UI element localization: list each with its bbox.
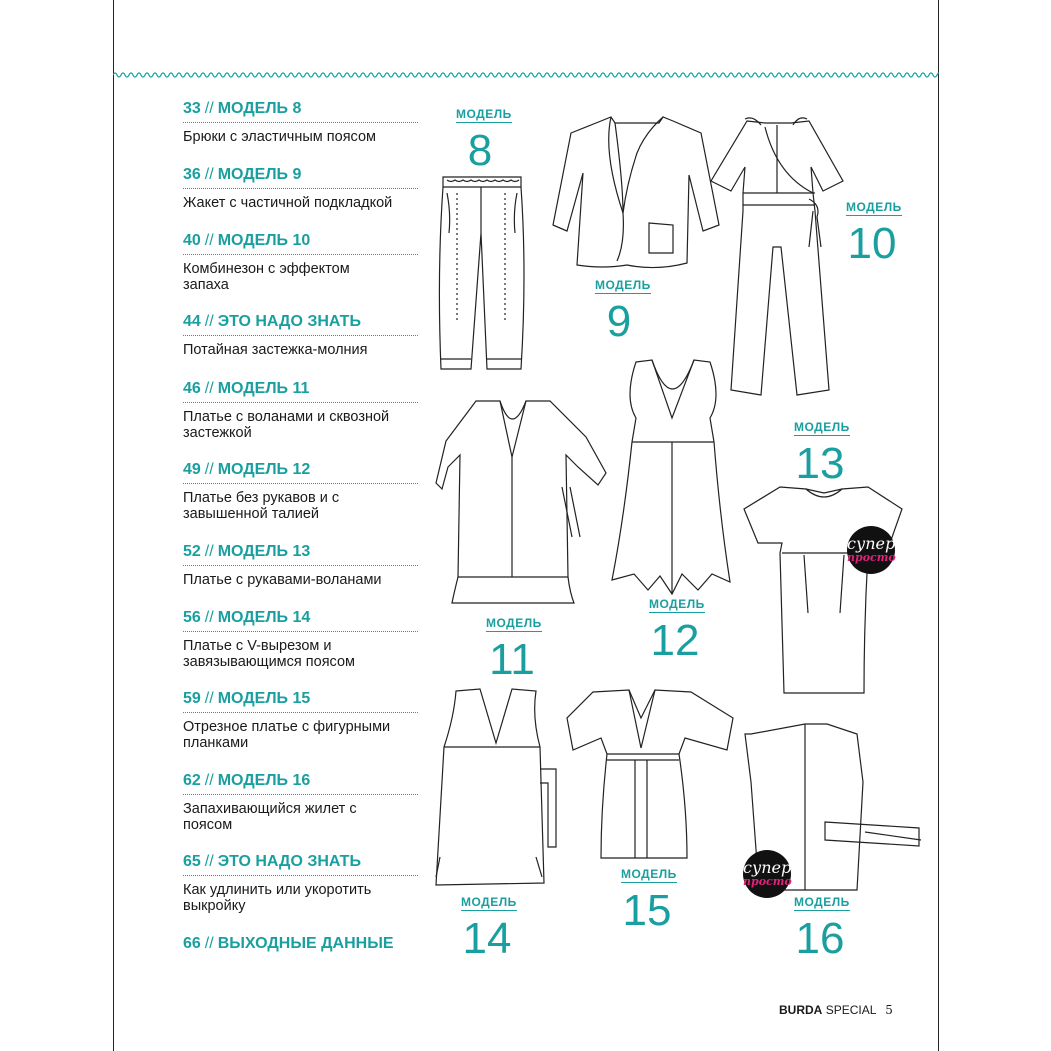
toc-desc: Платье с рукавами-воланами [183, 572, 382, 588]
toc-desc: Платье с воланами и сквозной застежкой [183, 409, 390, 441]
toc-page: 65 [183, 853, 201, 870]
toc-desc: Комбинезон с эффектом запаха [183, 261, 350, 293]
toc-title: МОДЕЛЬ 14 [217, 609, 311, 626]
model-number: 10 [847, 219, 897, 268]
toc-page: 36 [183, 166, 201, 183]
toc-entry[interactable] [183, 98, 418, 145]
ruffle-dress-illustration [436, 397, 608, 607]
toc-sep: // [204, 543, 214, 560]
dotted-rule [183, 254, 418, 255]
model-label: МОДЕЛЬ [794, 420, 850, 434]
toc-desc: Жакет с частичной подкладкой [183, 195, 393, 211]
model-number: 8 [467, 126, 493, 175]
flutter-sleeve-dress-illustration [740, 483, 908, 695]
badge-line1: супер [847, 534, 896, 553]
toc-entry[interactable] [183, 378, 418, 441]
page-number: 5 [885, 1003, 893, 1017]
toc-title: МОДЕЛЬ 8 [217, 100, 302, 117]
toc-entry[interactable] [183, 933, 418, 955]
toc-entry[interactable] [183, 459, 418, 522]
footer-edition: SPECIAL [825, 1003, 876, 1017]
toc-page: 44 [183, 313, 201, 330]
toc-entry[interactable] [183, 607, 418, 670]
toc-sep: // [204, 232, 214, 249]
toc-entry[interactable] [183, 230, 418, 293]
toc-title: МОДЕЛЬ 16 [217, 772, 311, 789]
model-number: 9 [606, 297, 632, 346]
dotted-rule [183, 794, 418, 795]
toc-title: МОДЕЛЬ 15 [217, 690, 311, 707]
dotted-rule [183, 875, 418, 876]
model-label: МОДЕЛЬ [846, 200, 902, 214]
toc-desc: Отрезное платье с фигурными планками [183, 719, 391, 751]
toc-sep: // [204, 461, 214, 478]
model-label: МОДЕЛЬ [621, 867, 677, 881]
toc-title: МОДЕЛЬ 10 [217, 232, 311, 249]
toc-desc: Брюки с эластичным поясом [183, 129, 376, 145]
badge-line2: просто [743, 875, 792, 888]
toc-entry[interactable] [183, 311, 418, 358]
toc-page: 56 [183, 609, 201, 626]
toc-desc: Платье без рукавов и с завышенной талией [183, 490, 340, 522]
model-number: 16 [795, 914, 845, 963]
dotted-rule [183, 122, 418, 123]
toc-entry[interactable] [183, 164, 418, 211]
toc-sep: // [204, 166, 214, 183]
dotted-rule [183, 188, 418, 189]
model-number: 12 [650, 616, 700, 665]
toc-page: 52 [183, 543, 201, 560]
toc-title: МОДЕЛЬ 11 [217, 380, 310, 397]
model-label: МОДЕЛЬ [486, 616, 542, 630]
model-number: 15 [622, 886, 672, 935]
placket-dress-illustration [567, 688, 735, 860]
toc-title: ЭТО НАДО ЗНАТЬ [217, 853, 361, 870]
v-neck-dress-illustration [436, 687, 558, 887]
toc-page: 66 [183, 935, 201, 952]
model-label: МОДЕЛЬ [595, 278, 651, 292]
model-label: МОДЕЛЬ [794, 895, 850, 909]
toc-title: ВЫХОДНЫЕ ДАННЫЕ [217, 935, 394, 952]
trousers-illustration [437, 173, 527, 379]
model-label: МОДЕЛЬ [649, 597, 705, 611]
dotted-rule [183, 712, 418, 713]
toc-sep: // [204, 853, 214, 870]
toc-page: 46 [183, 380, 201, 397]
toc-desc: Как удлинить или укоротить выкройку [183, 882, 372, 914]
toc-page: 49 [183, 461, 201, 478]
left-margin-line [113, 0, 114, 1051]
toc-page: 59 [183, 690, 201, 707]
super-simple-badge [847, 526, 895, 574]
badge-line2: просто [847, 551, 896, 564]
toc-title: МОДЕЛЬ 12 [217, 461, 311, 478]
dotted-rule [183, 402, 418, 403]
toc-sep: // [204, 100, 214, 117]
toc-entry[interactable] [183, 688, 418, 751]
toc-sep: // [204, 380, 214, 397]
toc-title: ЭТО НАДО ЗНАТЬ [217, 313, 361, 330]
model-label: МОДЕЛЬ [461, 895, 517, 909]
toc-entry[interactable] [183, 770, 418, 833]
toc-desc: Запахивающийся жилет с поясом [183, 801, 357, 833]
toc-page: 33 [183, 100, 201, 117]
model-label: МОДЕЛЬ [456, 107, 512, 121]
toc-page: 62 [183, 772, 201, 789]
model-number: 13 [795, 439, 845, 488]
toc-sep: // [204, 690, 214, 707]
toc-page: 40 [183, 232, 201, 249]
jacket-illustration [553, 113, 721, 271]
toc-sep: // [204, 772, 214, 789]
wavy-divider [113, 68, 939, 82]
toc-desc: Потайная застежка-молния [183, 342, 368, 358]
toc-entry[interactable] [183, 851, 418, 914]
page-footer [779, 1003, 893, 1017]
toc-desc: Платье с V-вырезом и завязывающимся поясом [183, 638, 355, 670]
model-number: 14 [462, 914, 512, 963]
dotted-rule [183, 565, 418, 566]
toc-title: МОДЕЛЬ 9 [217, 166, 302, 183]
dotted-rule [183, 483, 418, 484]
toc-title: МОДЕЛЬ 13 [217, 543, 311, 560]
sleeveless-dress-illustration [612, 358, 734, 598]
footer-brand: BURDA [779, 1003, 823, 1017]
dotted-rule [183, 335, 418, 336]
dotted-rule [183, 631, 418, 632]
toc-entry[interactable] [183, 541, 418, 588]
model-number: 11 [489, 635, 535, 684]
super-simple-badge [743, 850, 791, 898]
toc-sep: // [204, 609, 214, 626]
right-margin-line [938, 0, 939, 1051]
toc-sep: // [204, 935, 214, 952]
badge-line1: супер [743, 858, 792, 877]
toc-sep: // [204, 313, 214, 330]
